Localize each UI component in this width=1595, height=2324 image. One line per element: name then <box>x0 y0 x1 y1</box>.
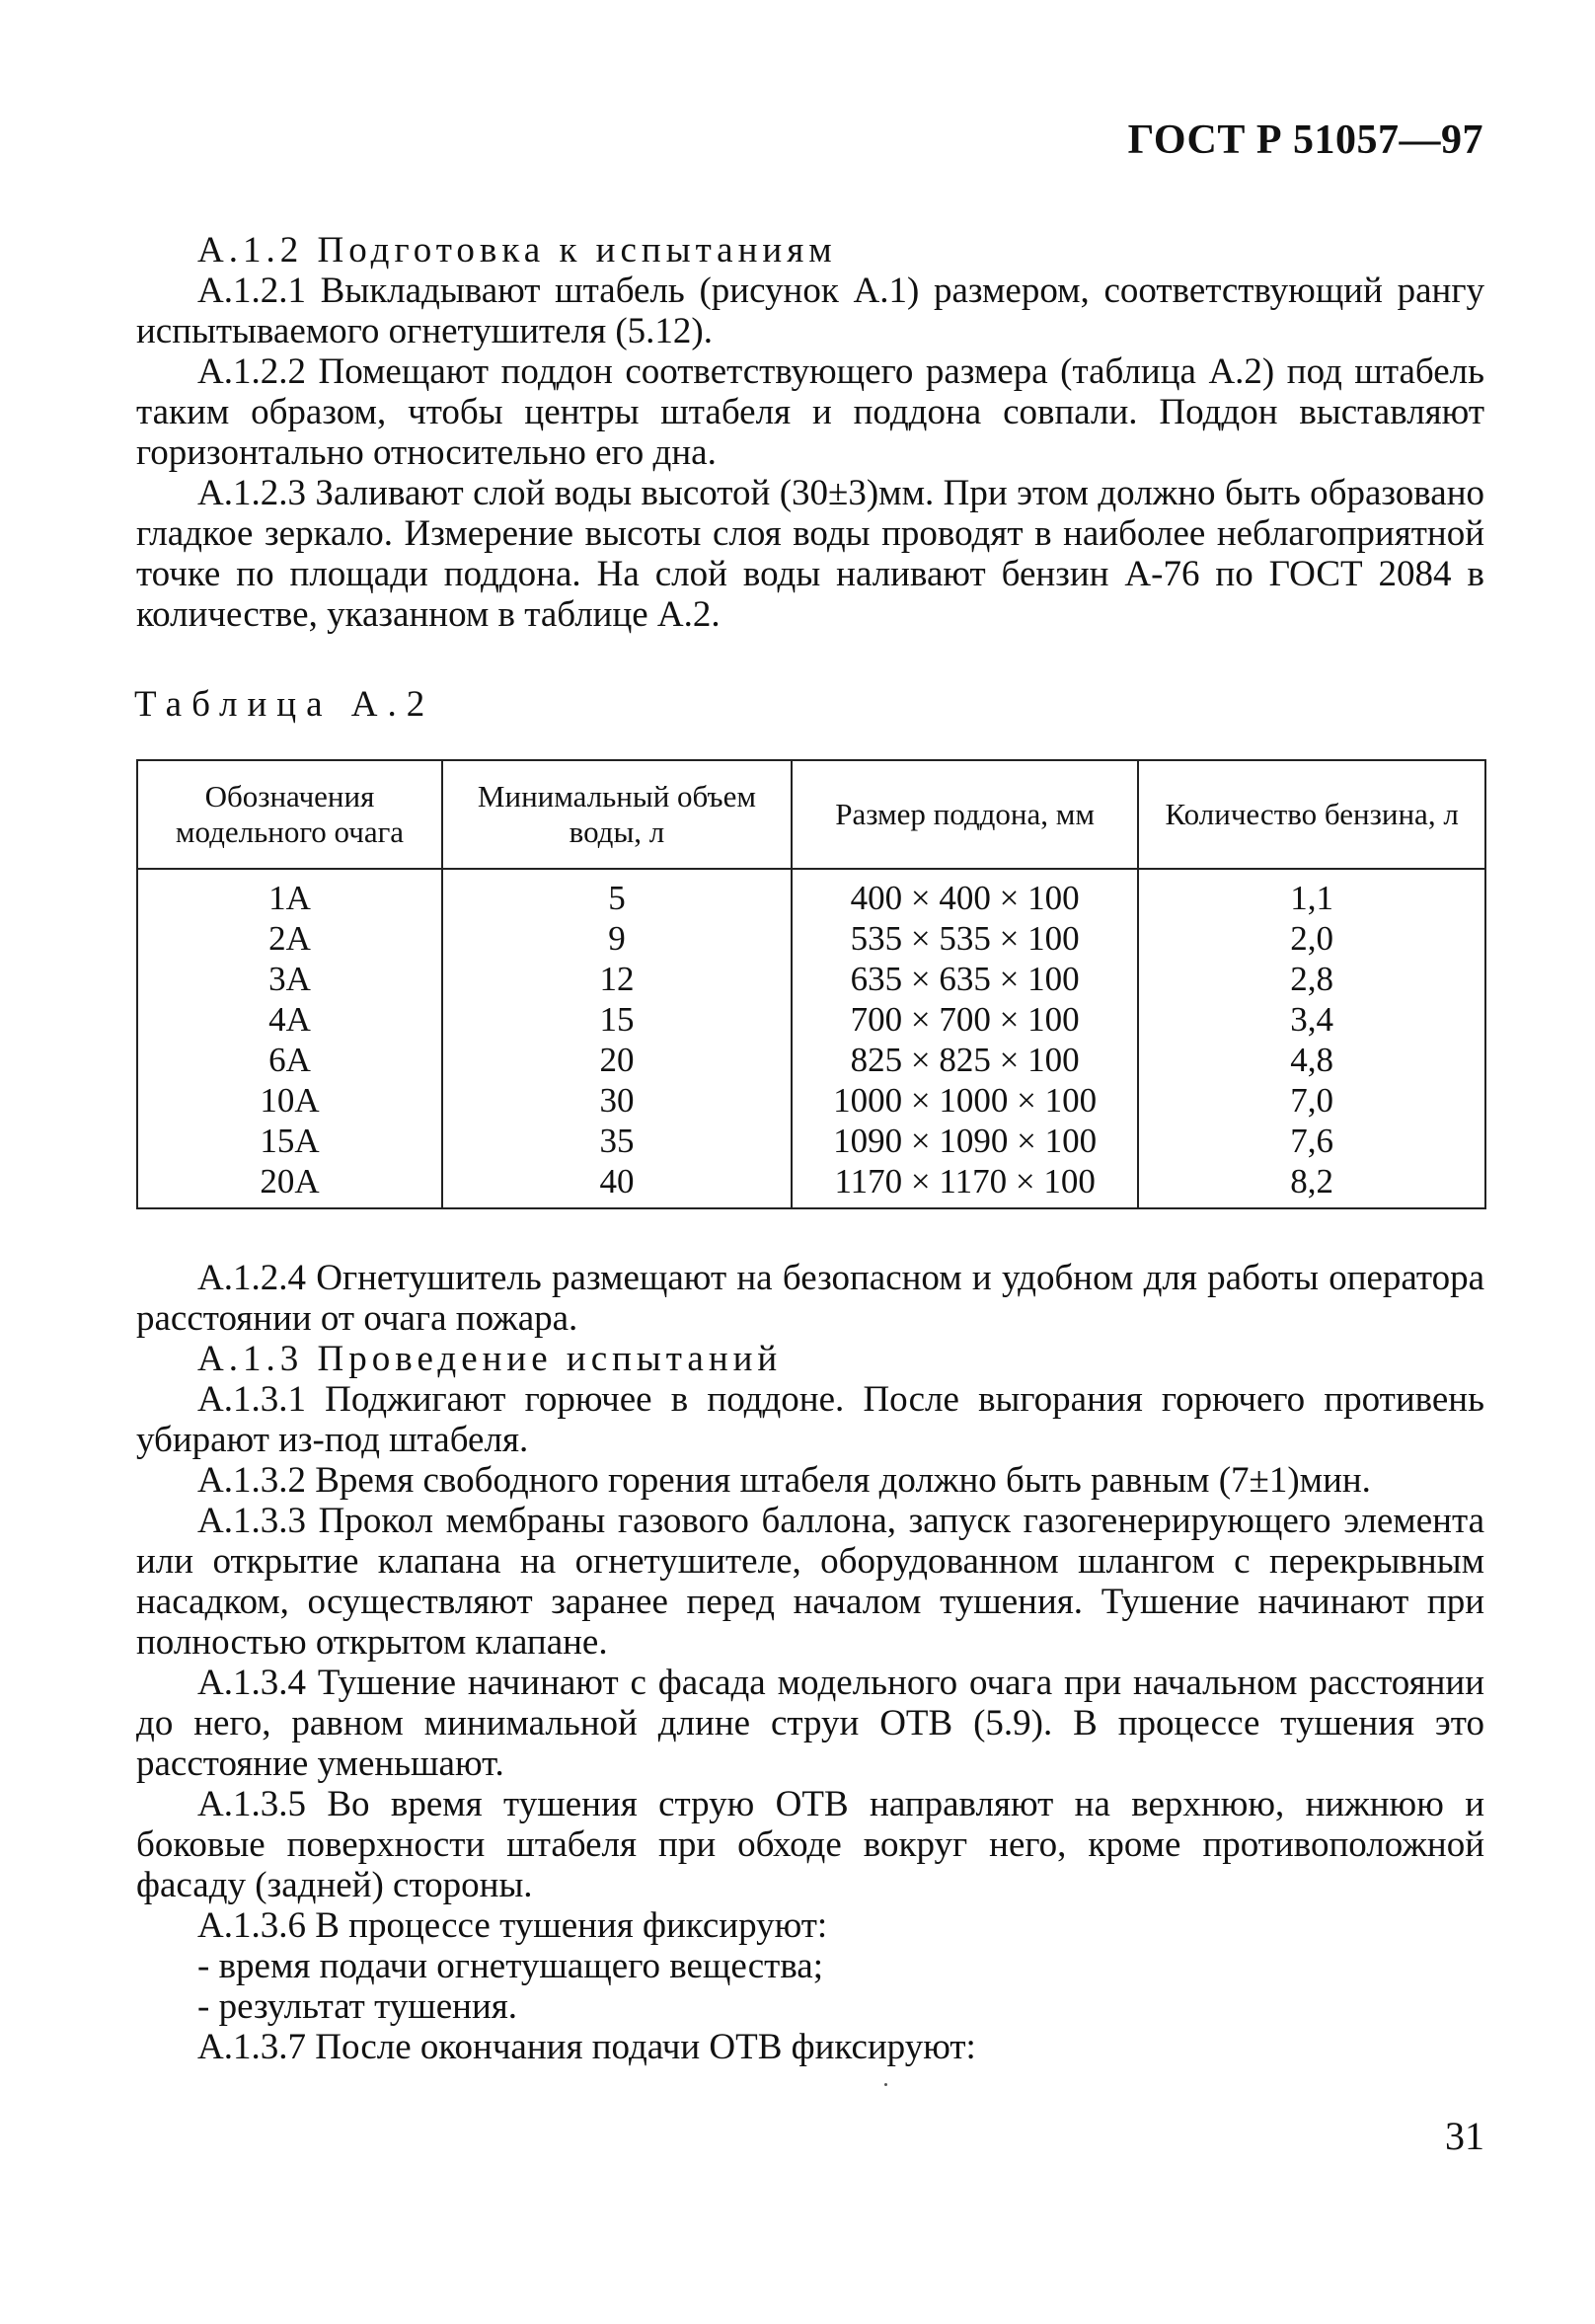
paragraph: А.1.3.2 Время свободного горения штабеля должно быть равным (7±1)мин. <box>197 1460 1371 1501</box>
table-cell: 825 × 825 × 100 <box>792 1040 1138 1080</box>
table-cell: 20 <box>442 1040 792 1080</box>
table-cell: 12 <box>442 959 792 999</box>
table-cell: 535 × 535 × 100 <box>792 918 1138 959</box>
table-row <box>137 999 1485 1040</box>
scan-speck <box>884 2083 887 2086</box>
table-cell: 20A <box>137 1161 442 1208</box>
paragraph: А.1.2.4 Огнетушитель размещают на безопасном и удобном для работы оператора расстоянии от очага пожара. <box>136 1258 1484 1339</box>
table-cell: 7,6 <box>1138 1121 1485 1161</box>
list-item: - время подачи огнетушащего вещества; <box>197 1946 824 1986</box>
paragraph: А.1.3.1 Поджигают горючее в поддоне. После выгорания горючего противень убирают из-под штабеля. <box>136 1379 1484 1460</box>
table-cell: 1170 × 1170 × 100 <box>792 1161 1138 1208</box>
table-cell: 3,4 <box>1138 999 1485 1040</box>
section-heading: А.1.3 Проведение испытаний <box>197 1339 783 1379</box>
table-cell: 40 <box>442 1161 792 1208</box>
table-row <box>137 1161 1485 1208</box>
table-row <box>137 959 1485 999</box>
table-caption: Таблица А.2 <box>134 684 435 725</box>
table-row <box>137 918 1485 959</box>
table-cell: 1A <box>137 869 442 918</box>
section-heading: А.1.2 Подготовка к испытаниям <box>197 230 837 271</box>
table-cell: 4,8 <box>1138 1040 1485 1080</box>
paragraph: А.1.2.1 Выкладывают штабель (рисунок А.1) размером, соответствующий рангу испытываемого огнетушителя (5.12). <box>136 271 1484 351</box>
table-cell: 3A <box>137 959 442 999</box>
table-row <box>137 1040 1485 1080</box>
table-cell: 635 × 635 × 100 <box>792 959 1138 999</box>
paragraph: А.1.3.5 Во время тушения струю ОТВ направляют на верхнюю, нижнюю и боковые поверхности штабеля при обходе вокруг него, кроме противоположной фасаду (задней) стороны. <box>136 1784 1484 1905</box>
list-item: - результат тушения. <box>197 1986 518 2027</box>
table-cell: 2A <box>137 918 442 959</box>
table-cell: 4A <box>137 999 442 1040</box>
section-preparation <box>136 230 1484 635</box>
table-cell: 2,0 <box>1138 918 1485 959</box>
table-cell: 2,8 <box>1138 959 1485 999</box>
table-cell: 6A <box>137 1040 442 1080</box>
page-number: 31 <box>1445 2114 1484 2158</box>
table-header-row <box>137 760 1485 869</box>
column-header: Количество бензина, л <box>1138 760 1485 869</box>
table-cell: 15 <box>442 999 792 1040</box>
table-row <box>137 1121 1485 1161</box>
table-cell: 1,1 <box>1138 869 1485 918</box>
paragraph: А.1.3.7 После окончания подачи ОТВ фиксируют: <box>197 2027 976 2067</box>
table-cell: 1000 × 1000 × 100 <box>792 1080 1138 1121</box>
table-cell: 9 <box>442 918 792 959</box>
table-cell: 1090 × 1090 × 100 <box>792 1121 1138 1161</box>
table-row <box>137 1080 1485 1121</box>
table-cell: 7,0 <box>1138 1080 1485 1121</box>
table-cell: 700 × 700 × 100 <box>792 999 1138 1040</box>
paragraph: А.1.3.6 В процессе тушения фиксируют: <box>197 1905 828 1946</box>
column-header: Размер поддона, мм <box>792 760 1138 869</box>
data-table <box>136 759 1486 1209</box>
table-row <box>137 869 1485 918</box>
table-cell: 400 × 400 × 100 <box>792 869 1138 918</box>
paragraph: А.1.2.2 Помещают поддон соответствующего размера (таблица А.2) под штабель таким образом, чтобы центры штабеля и поддона совпали. Поддон выставляют горизонтально относительно его дна. <box>136 351 1484 473</box>
section-testing <box>136 1258 1484 2067</box>
paragraph: А.1.3.3 Прокол мембраны газового баллона, запуск газогенерирующего элемента или открытие клапана на огнетушителе, оборудованном шлангом с перекрывным насадком, осуществляют заранее перед началом тушения. Тушение начинают при полностью открытом клапане. <box>136 1501 1484 1663</box>
paragraph: А.1.3.4 Тушение начинают с фасада модельного очага при начальном расстоянии до него, равном минимальной длине струи ОТВ (5.9). В процессе тушения это расстояние уменьшают. <box>136 1663 1484 1784</box>
table-cell: 5 <box>442 869 792 918</box>
table-cell: 10A <box>137 1080 442 1121</box>
table-cell: 30 <box>442 1080 792 1121</box>
column-header: Минимальный объем воды, л <box>442 760 792 869</box>
table-cell: 35 <box>442 1121 792 1161</box>
table-cell: 8,2 <box>1138 1161 1485 1208</box>
document-header: ГОСТ Р 51057—97 <box>1127 117 1483 163</box>
column-header: Обозначения модельного очага <box>137 760 442 869</box>
table-cell: 15A <box>137 1121 442 1161</box>
paragraph: А.1.2.3 Заливают слой воды высотой (30±3)мм. При этом должно быть образовано гладкое зеркало. Измерение высоты слоя воды проводят в наиболее неблагоприятной точке по площади поддона. На слой воды наливают бензин А-76 по ГОСТ 2084 в количестве, указанном в таблице А.2. <box>136 473 1484 635</box>
